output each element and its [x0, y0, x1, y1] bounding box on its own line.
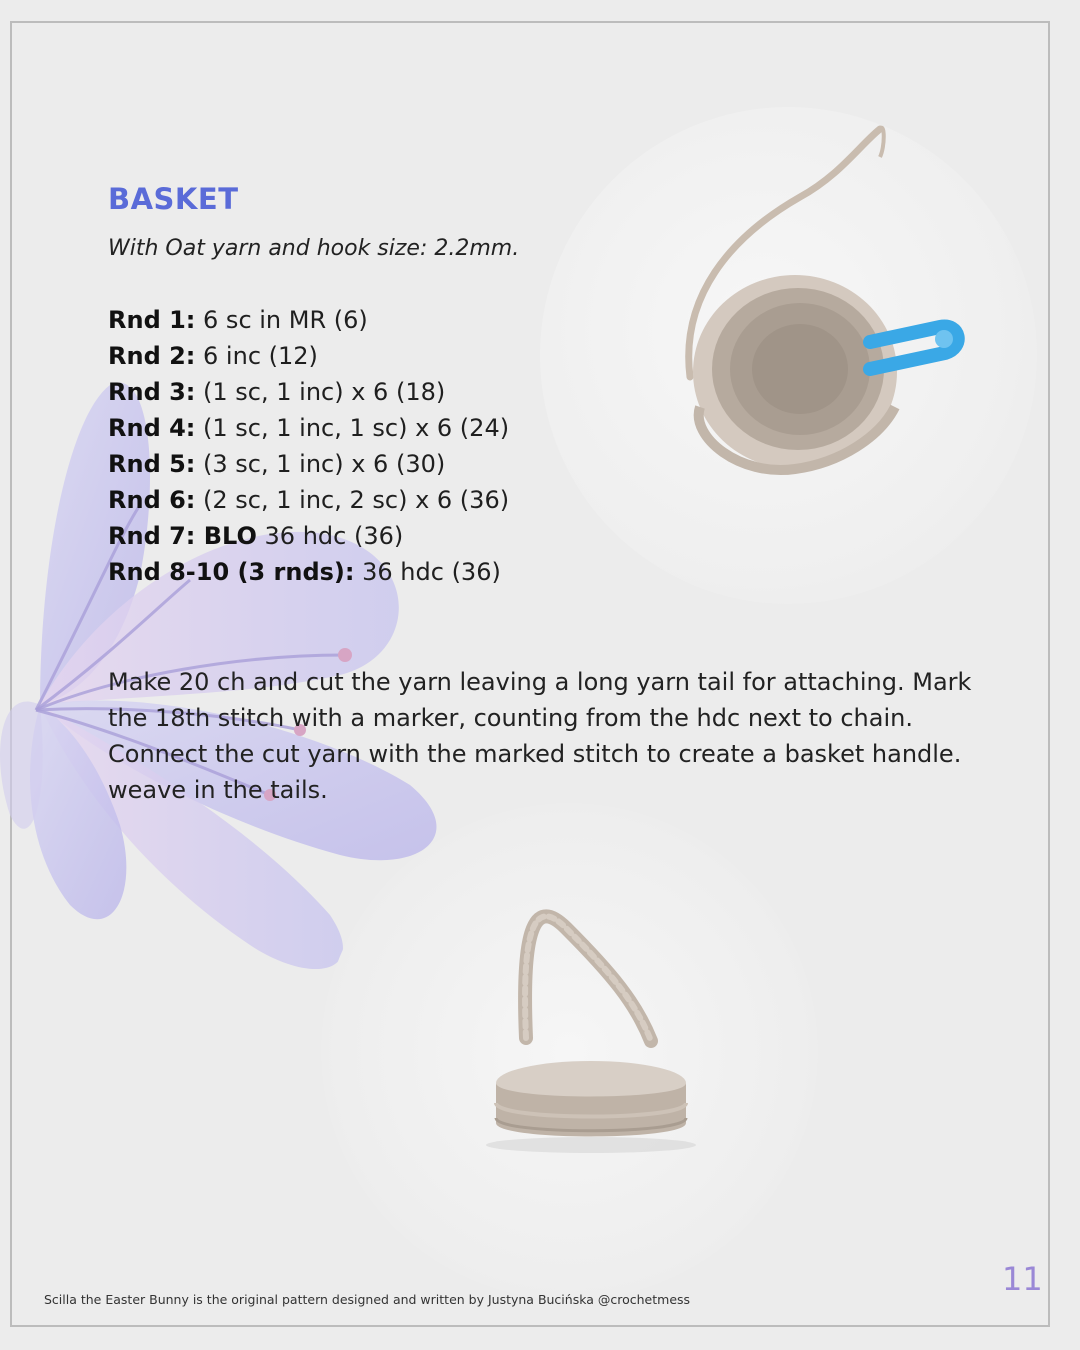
round-text: (1 sc, 1 inc, 1 sc) x 6 (24)	[195, 414, 510, 442]
round-label: Rnd 3:	[108, 378, 196, 406]
round-text: 36 hdc (36)	[256, 522, 404, 550]
round-label: Rnd 7: BLO	[108, 522, 257, 550]
round-text: (3 sc, 1 inc) x 6 (30)	[195, 450, 446, 478]
round-item	[108, 484, 509, 520]
round-text: (2 sc, 1 inc, 2 sc) x 6 (36)	[195, 486, 510, 514]
round-item	[108, 412, 509, 448]
round-label: Rnd 6:	[108, 486, 196, 514]
round-text: 6 sc in MR (6)	[195, 306, 368, 334]
round-text: 36 hdc (36)	[354, 558, 501, 586]
round-item	[108, 304, 509, 340]
round-item	[108, 376, 509, 412]
round-item	[108, 520, 509, 556]
round-label: Rnd 1:	[108, 306, 196, 334]
round-label: Rnd 5:	[108, 450, 196, 478]
round-text: 6 inc (12)	[195, 342, 318, 370]
round-item	[108, 340, 509, 376]
crochet-basket-top-view-photo	[540, 107, 1037, 604]
round-item	[108, 556, 509, 592]
round-item	[108, 448, 509, 484]
round-text: (1 sc, 1 inc) x 6 (18)	[195, 378, 446, 406]
page-number: 11	[1002, 1260, 1043, 1298]
rounds-list	[108, 304, 509, 592]
section-title: BASKET	[108, 182, 239, 216]
section-subtitle: With Oat yarn and hook size: 2.2mm.	[108, 236, 520, 261]
round-label: Rnd 4:	[108, 414, 196, 442]
round-label: Rnd 8-10 (3 rnds):	[108, 558, 355, 586]
copyright-footer: Scilla the Easter Bunny is the original pattern designed and written by Justyna Bucińska @crochetmess	[44, 1292, 691, 1307]
handle-instructions: Make 20 ch and cut the yarn leaving a long yarn tail for attaching. Mark the 18th stitch with a marker, counting from the hdc next to chain. Connect the cut yarn with the marked stitch to create a basket handle. weave in the tails.	[108, 668, 972, 804]
crochet-basket-side-view-photo	[321, 803, 818, 1300]
round-label: Rnd 2:	[108, 342, 196, 370]
